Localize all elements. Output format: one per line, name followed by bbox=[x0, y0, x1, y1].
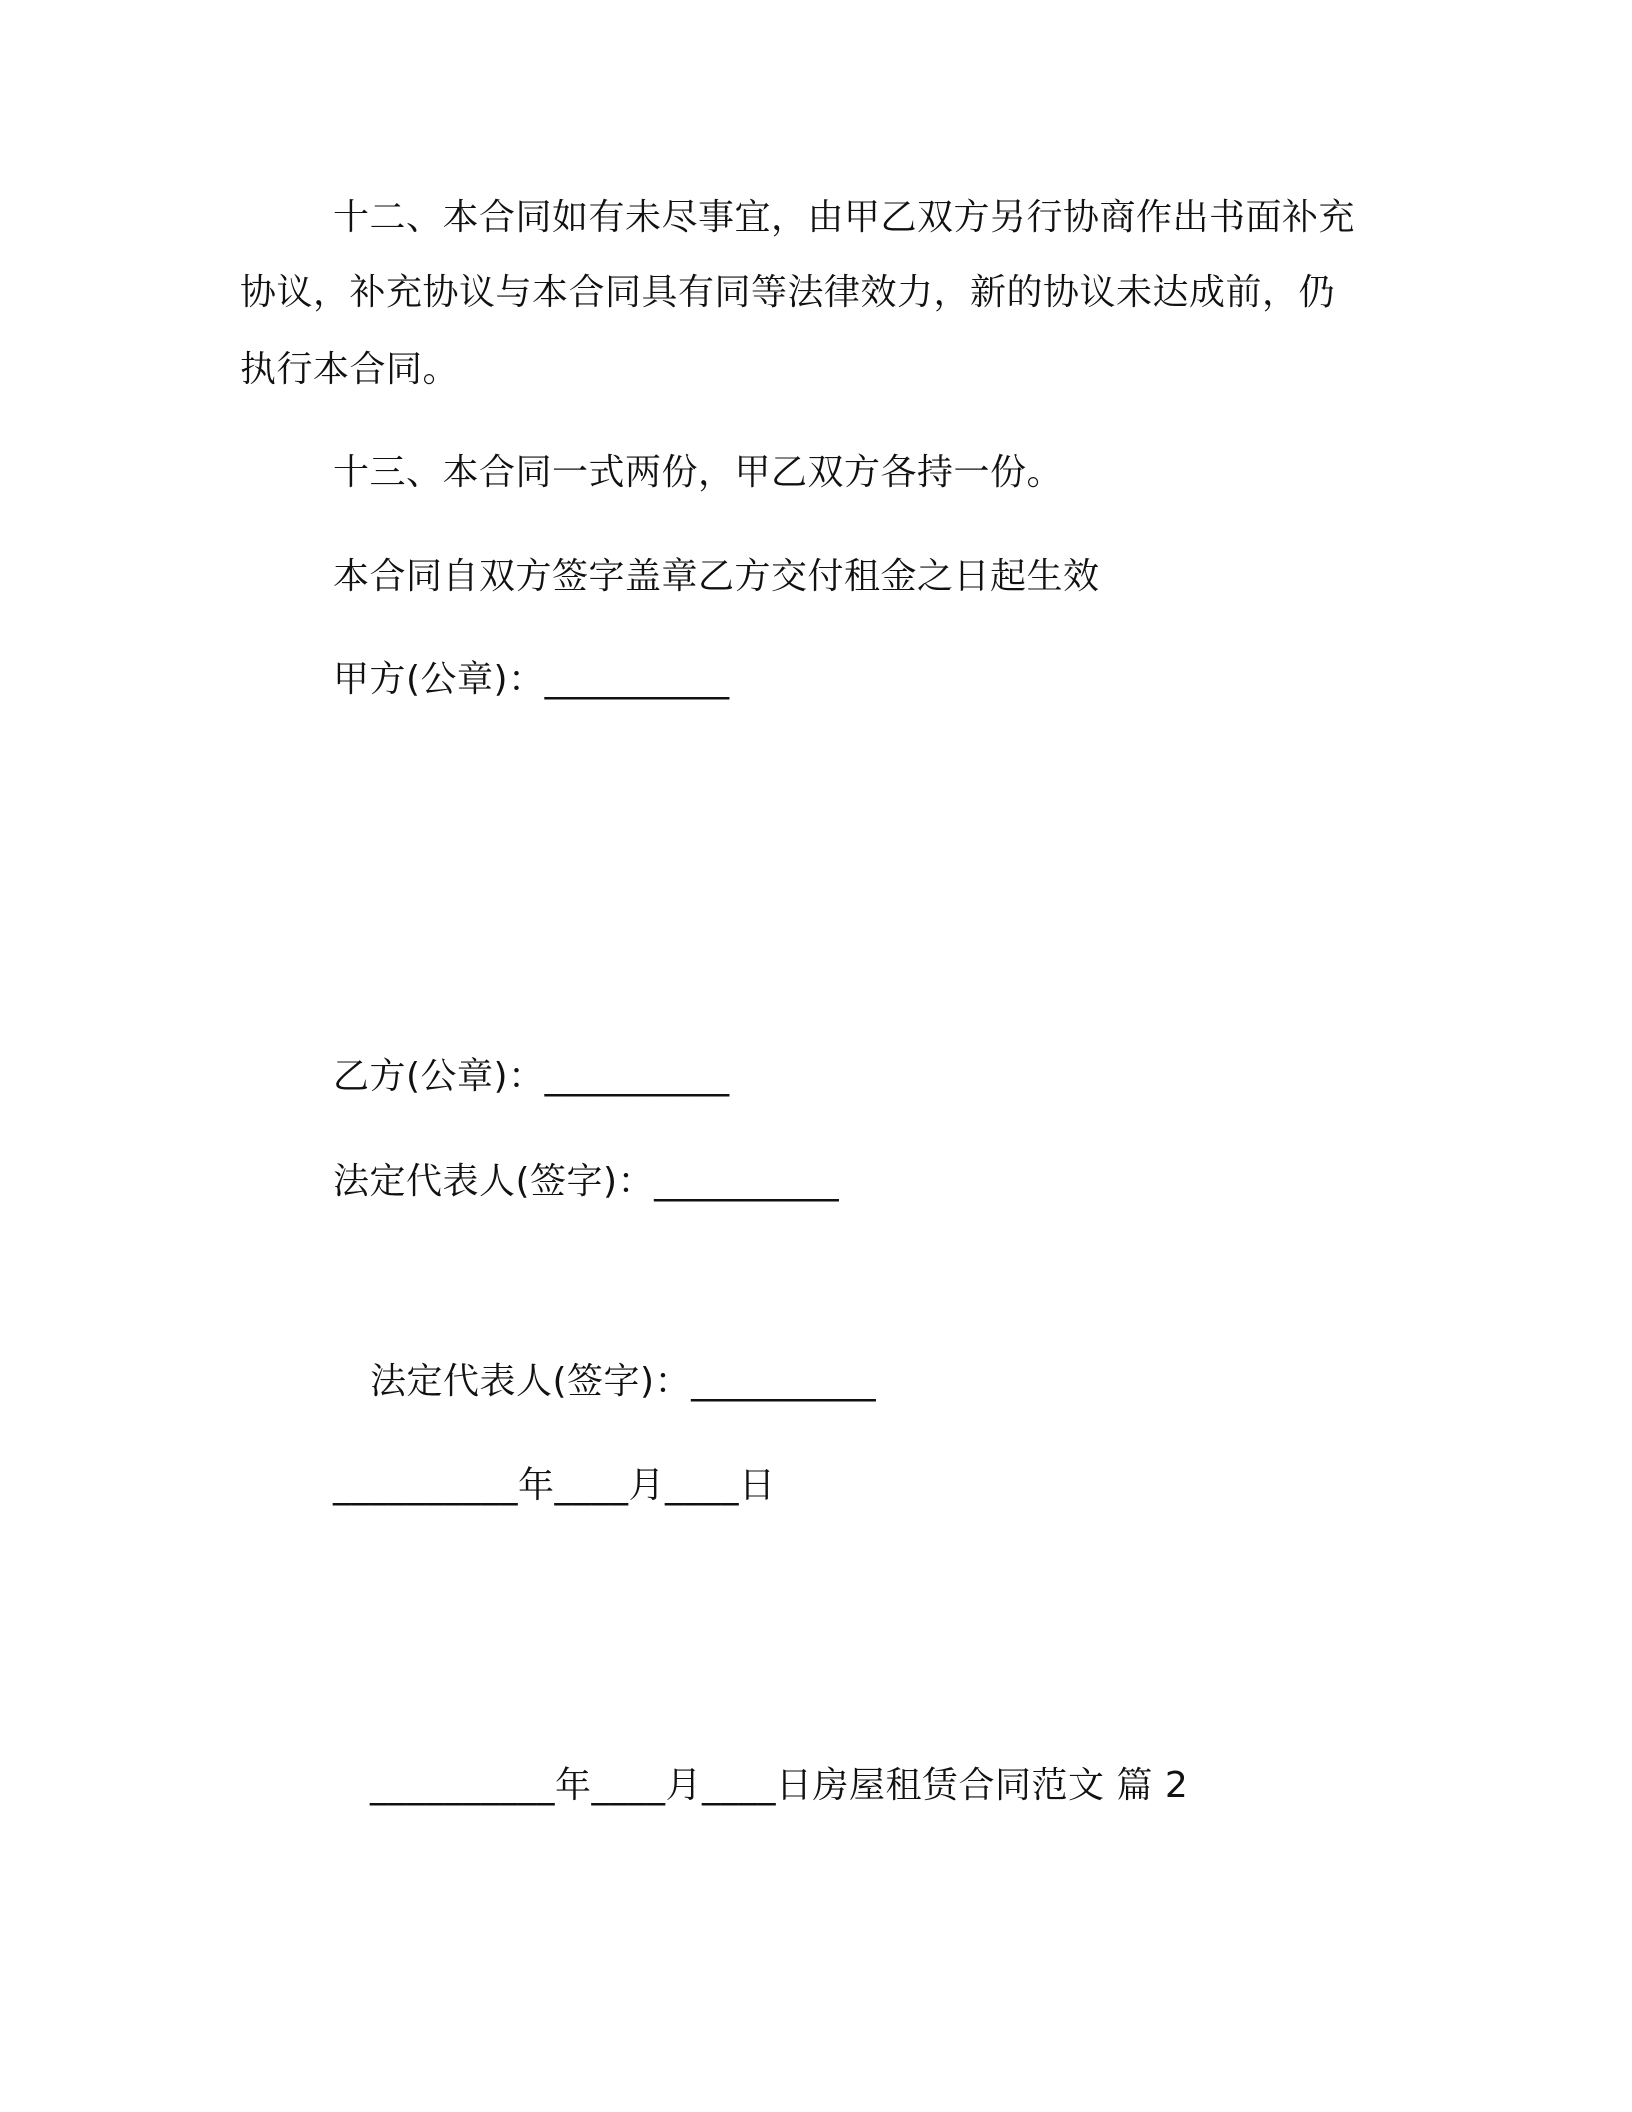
clause-13: 十三、本合同一式两份，甲乙双方各持一份。 bbox=[333, 452, 1064, 493]
effective-statement: 本合同自双方签字盖章乙方交付租金之日起生效 bbox=[333, 556, 1100, 597]
party-a-seal-field: 甲方(公章)：__________ bbox=[333, 659, 730, 700]
legal-representative-signature-field: 法定代表人(签字)：__________ bbox=[333, 1161, 840, 1202]
clause-12-line-1: 十二、本合同如有未尽事宜，由甲乙双方另行协商作出书面补充 bbox=[333, 197, 1356, 238]
next-section-title: __________年____月____日房屋租赁合同范文 篇 2 bbox=[370, 1765, 1189, 1806]
date-field: __________年____月____日 bbox=[333, 1465, 776, 1506]
legal-representative-signature-field-2: 法定代表人(签字)：__________ bbox=[370, 1361, 877, 1402]
party-b-seal-field: 乙方(公章)：__________ bbox=[333, 1056, 730, 1097]
clause-12-line-2: 协议，补充协议与本合同具有同等法律效力，新的协议未达成前，仍 bbox=[240, 272, 1336, 313]
clause-12-line-3: 执行本合同。 bbox=[240, 349, 460, 390]
